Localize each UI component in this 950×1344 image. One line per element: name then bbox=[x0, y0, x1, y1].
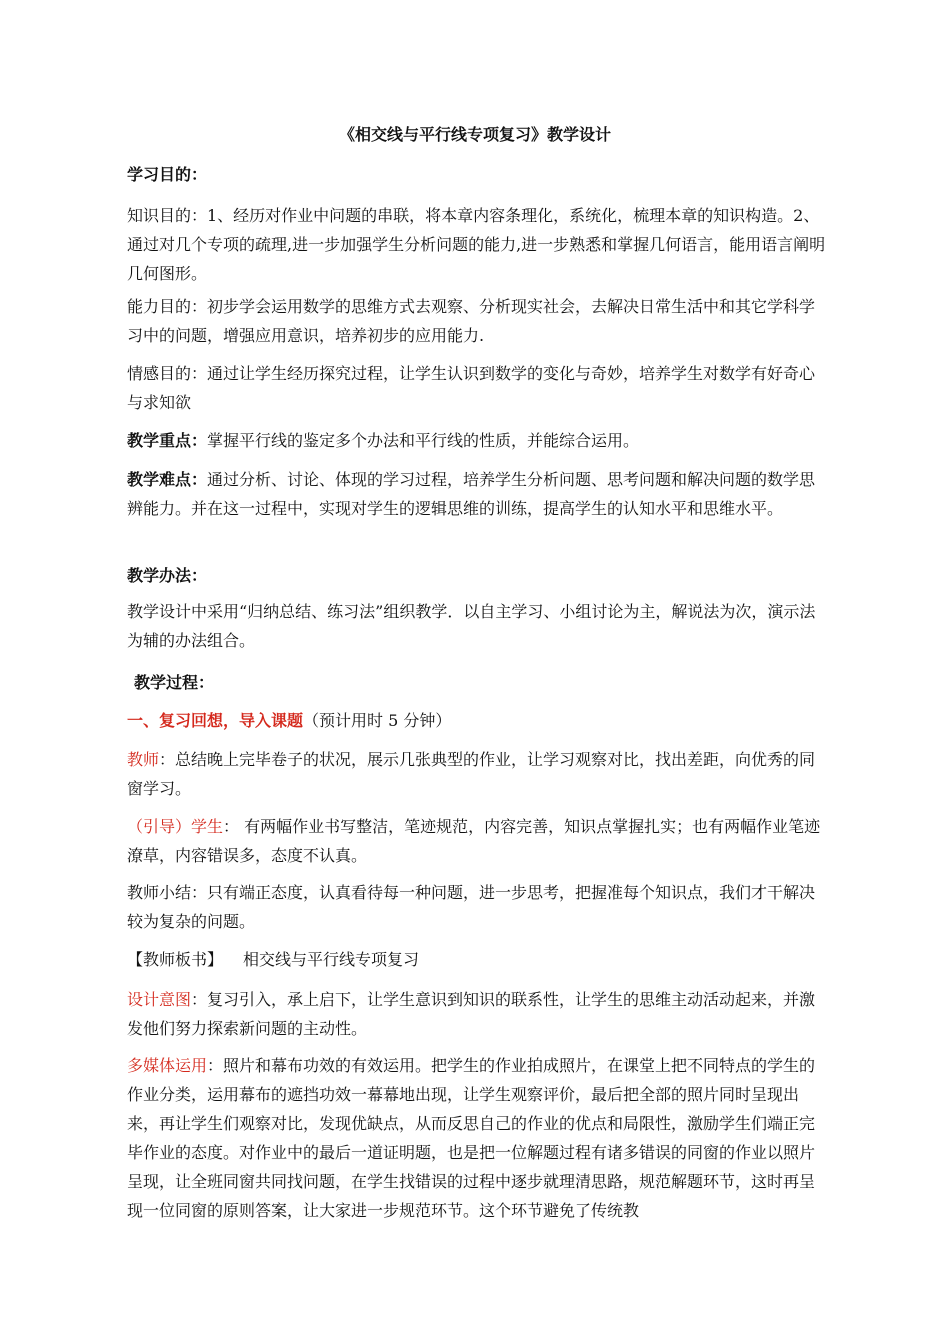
board-text: 相交线与平行线专项复习 bbox=[243, 950, 420, 969]
method-paragraph: 教学设计中采用“归纳总结、练习法”组织教学．以自主学习、小组讨论为主，解说法为次，演示法为辅的办法组合。 bbox=[127, 602, 816, 650]
teaching-difficulty-text: 通过分析、讨论、体现的学习过程，培养学生分析问题、思考问题和解决问题的数学思辨能力。并在这一过程中，实现对学生的逻辑思维的训练，提高学生的认知水平和思维水平。 bbox=[127, 470, 816, 518]
multimedia-label: 多媒体运用 bbox=[127, 1056, 208, 1075]
teaching-difficulty-paragraph bbox=[127, 465, 827, 523]
emotion-goal-paragraph: 情感目的：通过让学生经历探究过程，让学生认识到数学的变化与奇妙，培养学生对数学有好奇心与求知欲 bbox=[127, 364, 816, 412]
design-intent-label: 设计意图 bbox=[127, 990, 192, 1009]
multimedia-text: ：照片和幕布功效的有效运用。把学生的作业拍成照片，在课堂上把不同特点的学生的作业分类，运用幕布的遮挡功效一幕幕地出现，让学生观察评价，最后把全部的照片同时呈现出来，再让学生们观察对比，发现优缺点，从而反思自己的作业的优点和局限性，激励学生们端正完毕作业的态度。对作业中的最后一道证明题，也是把一位解题过程有诸多错误的同窗的作业以照片呈现，让全班同窗共同找问题，在学生找错误的过程中逐步就理清思路，规范解题环节，这时再呈现一位同窗的原则答案，让大家进一步规范环节。这个环节避免了传统教 bbox=[127, 1056, 816, 1220]
teacher-label: 教师 bbox=[127, 750, 160, 769]
teacher-paragraph bbox=[127, 745, 827, 803]
section1-heading: 一、复习回想，导入课题 bbox=[127, 711, 304, 730]
teaching-key-paragraph bbox=[127, 426, 827, 455]
board-line bbox=[127, 945, 827, 974]
document-title: 《相交线与平行线专项复习》教学设计 bbox=[338, 125, 611, 144]
ability-goal-paragraph: 能力目的：初步学会运用数学的思维方式去观察、分析现实社会，去解决日常生活中和其它学科学习中的问题，增强应用意识，培养初步的应用能力. bbox=[127, 297, 816, 345]
student-paragraph bbox=[127, 812, 827, 870]
knowledge-goal-paragraph: 知识目的：1、经历对作业中问题的串联，将本章内容条理化，系统化，梳理本章的知识构造。2、通过对几个专项的疏理,进一步加强学生分析问题的能力,进一步熟悉和掌握几何语言，能用语言阐明几何图形。 bbox=[127, 206, 826, 283]
multimedia-paragraph bbox=[127, 1051, 827, 1225]
section1-heading-line bbox=[127, 706, 827, 735]
goals-heading: 学习目的： bbox=[127, 165, 208, 184]
teaching-key-label: 教学重点： bbox=[127, 431, 208, 450]
section1-time-note: （预计用时 5 分钟） bbox=[303, 711, 452, 730]
teacher-summary-paragraph: 教师小结：只有端正态度，认真看待每一种问题，进一步思考，把握准每个知识点，我们才干解决较为复杂的问题。 bbox=[127, 883, 816, 931]
design-intent-paragraph bbox=[127, 985, 827, 1043]
design-intent-text: ：复习引入，承上启下，让学生意识到知识的联系性，让学生的思维主动活动起来，并激发他们努力探索新问题的主动性。 bbox=[127, 990, 816, 1038]
teaching-difficulty-label: 教学难点： bbox=[127, 470, 208, 489]
student-text: ： 有两幅作业书写整洁，笔迹规范，内容完善，知识点掌握扎实；也有两幅作业笔迹潦草，内容错误多，态度不认真。 bbox=[127, 817, 821, 865]
teacher-text: ：总结晚上完毕卷子的状况，展示几张典型的作业，让学习观察对比，找出差距，向优秀的同窗学习。 bbox=[127, 750, 816, 798]
method-heading: 教学办法： bbox=[127, 566, 208, 585]
board-label: 【教师板书】 bbox=[127, 950, 224, 969]
process-heading: 教学过程： bbox=[134, 673, 215, 692]
teaching-key-text: 掌握平行线的鉴定多个办法和平行线的性质，并能综合运用。 bbox=[207, 431, 640, 450]
student-label: （引导）学生 bbox=[127, 817, 224, 836]
